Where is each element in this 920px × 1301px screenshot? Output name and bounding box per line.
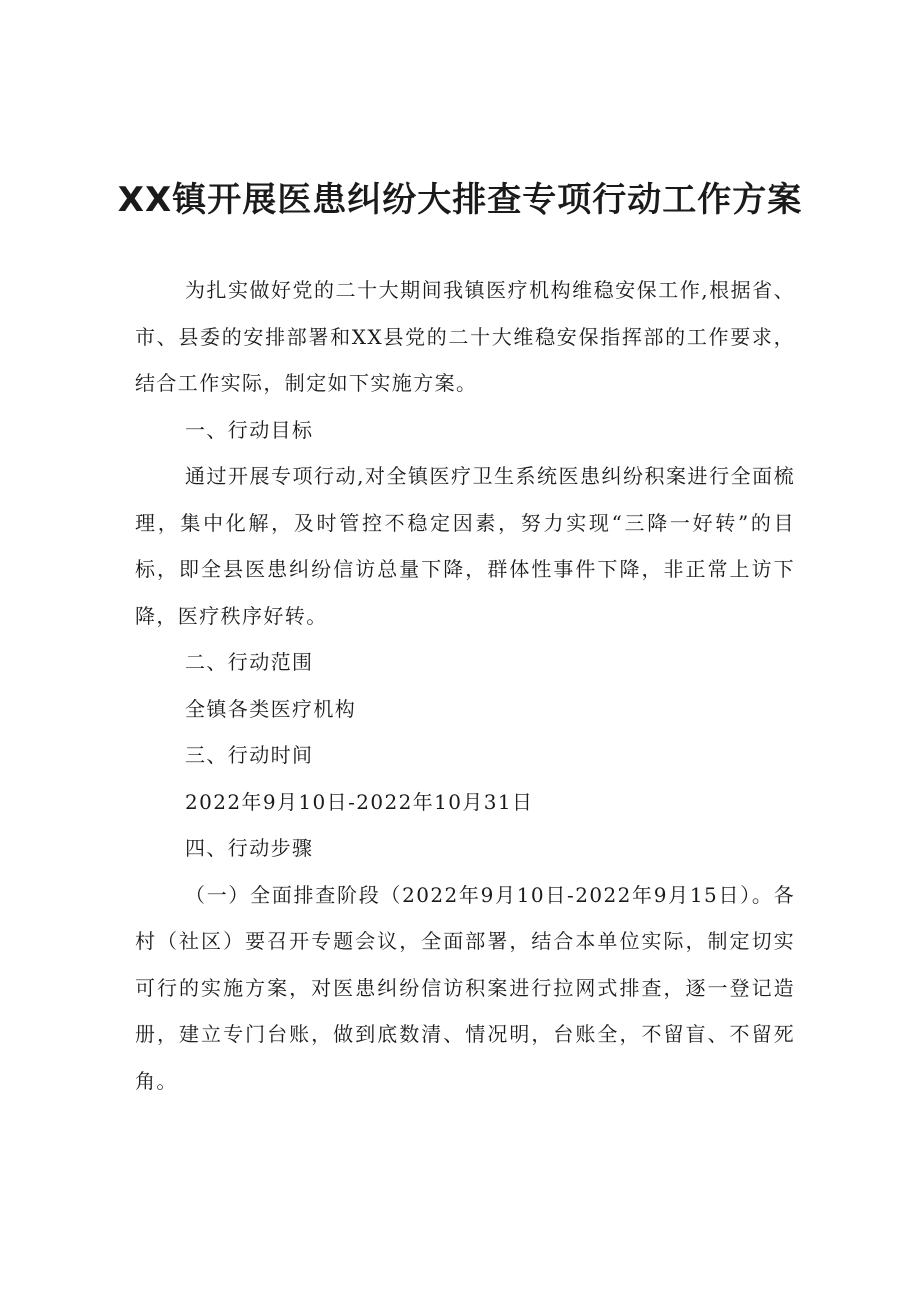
document-title: XX镇开展医患纠纷大排查专项行动工作方案 <box>117 180 803 220</box>
section-heading-steps: 四、行动步骤 <box>185 836 314 860</box>
time-paragraph: 2022年9月10日-2022年10月31日 <box>185 789 534 814</box>
document-body <box>135 267 795 1104</box>
section-heading-goals: 一、行动目标 <box>185 417 314 442</box>
scope-paragraph: 全镇各类医疗机构 <box>185 696 357 721</box>
section-heading-scope: 二、行动范围 <box>185 650 314 674</box>
section-heading-time: 三、行动时间 <box>185 743 314 767</box>
steps-paragraph: （一）全面排查阶段（2022年9月10日-2022年9月15日）。各村（社区）要召开专题会议，全面部署，结合本单位实际，制定切实可行的实施方案，对医患纠纷信访积案进行拉网式排查，逐一登记造册，建立专门台账，做到底数清、情况明，台账全，不留盲、不留死角。 <box>135 882 795 1093</box>
intro-paragraph: 为扎实做好党的二十大期间我镇医疗机构维稳安保工作,根据省、市、县委的安排部署和XX县党的二十大维稳安保指挥部的工作要求，结合工作实际，制定如下实施方案。 <box>135 278 795 395</box>
goals-paragraph: 通过开展专项行动,对全镇医疗卫生系统医患纠纷积案进行全面梳理，集中化解，及时管控不稳定因素，努力实现“三降一好转”的目标，即全县医患纠纷信访总量下降，群体性事件下降，非正常上访下降，医疗秩序好转。 <box>135 464 795 628</box>
